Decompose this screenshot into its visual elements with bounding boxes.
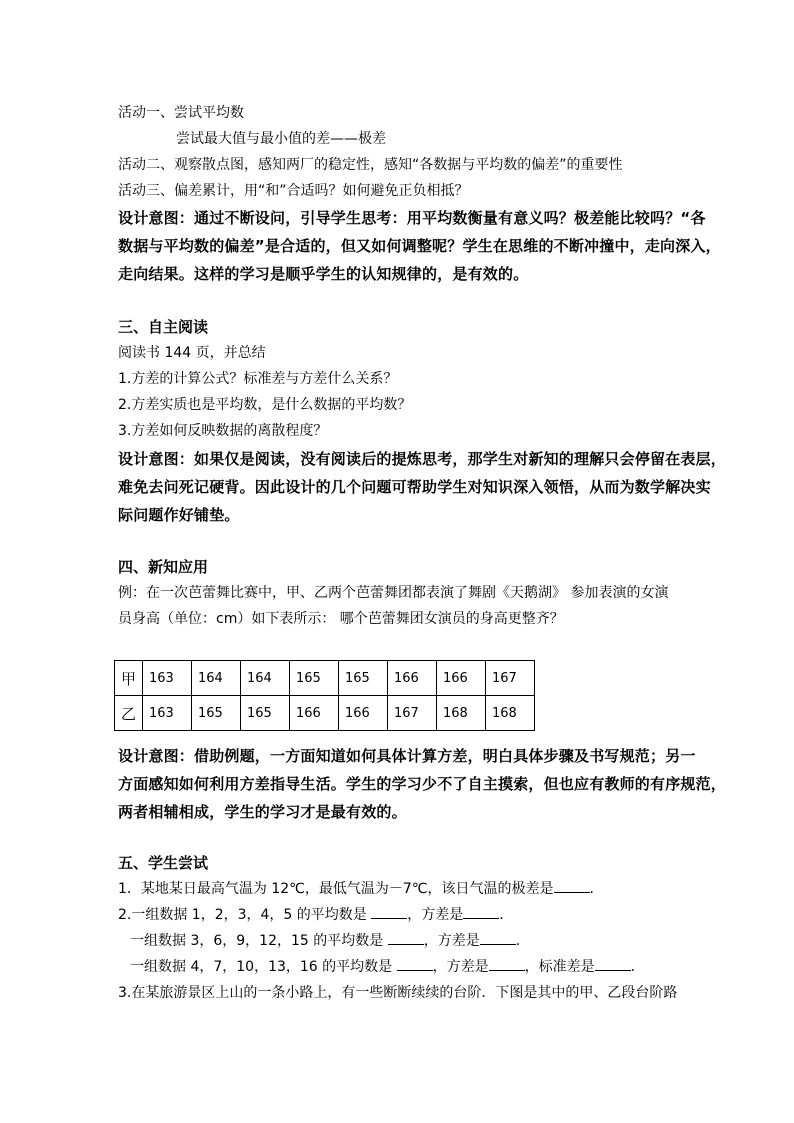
section-4-title: 四、新知应用 bbox=[118, 558, 209, 576]
section-3-question-2: 2.方差实质也是平均数，是什么数据的平均数？ bbox=[118, 397, 412, 413]
activity-3: 活动三、偏差累计，用“和”合适吗？如何避免正负相抵？ bbox=[118, 183, 469, 199]
table-cell: 166 bbox=[339, 696, 388, 731]
problem-2-end: . bbox=[499, 907, 504, 923]
design-intent-2-line-1: 设计意图：如果仅是阅读，没有阅读后的提炼思考，那学生对新知的理解只会停留在表层， bbox=[118, 450, 727, 468]
table-cell: 167 bbox=[388, 696, 437, 731]
section-3-read: 阅读书 144 页，并总结 bbox=[118, 345, 266, 361]
table-row bbox=[115, 696, 535, 731]
problem-2-b bbox=[130, 930, 520, 952]
height-table bbox=[114, 660, 535, 731]
answer-blank[interactable] bbox=[463, 904, 499, 919]
answer-blank[interactable] bbox=[489, 956, 525, 971]
table-cell: 168 bbox=[437, 696, 486, 731]
example-line-1: 例：在一次芭蕾舞比赛中，甲、乙两个芭蕾舞团都表演了舞剧《天鹅湖》 参加表演的女演 bbox=[118, 585, 669, 601]
table-cell: 167 bbox=[486, 661, 535, 696]
problem-2c-mid: ，方差是 bbox=[432, 959, 489, 975]
problem-2-c bbox=[130, 956, 635, 978]
problem-3: 3.在某旅游景区上山的一条小路上，有一些断断续续的台阶．下图是其中的甲、乙段台阶路 bbox=[118, 985, 678, 1001]
design-intent-1-line-2: 数据与平均数的偏差”是合适的，但又如何调整呢？学生在思维的不断冲撞中，走向深入， bbox=[118, 237, 721, 255]
problem-2-text: 2.一组数据 1，2，3，4，5 的平均数是 bbox=[118, 907, 372, 923]
table-cell: 163 bbox=[143, 696, 192, 731]
activity-1: 活动一、尝试平均数 bbox=[118, 105, 244, 121]
problem-2 bbox=[118, 904, 504, 926]
problem-2b-end: . bbox=[515, 933, 521, 949]
problem-1-end: . bbox=[589, 881, 594, 897]
problem-2b-text: 一组数据 3，6，9，12，15 的平均数是 bbox=[130, 933, 388, 949]
table-cell: 166 bbox=[388, 661, 437, 696]
design-intent-1-line-1: 设计意图：通过不断设问，引导学生思考：用平均数衡量有意义吗？极差能比较吗？“各 bbox=[118, 209, 706, 227]
design-intent-2-line-2: 难免去问死记硬背。因此设计的几个问题可帮助学生对知识深入领悟，从而为数学解决实 bbox=[118, 478, 711, 496]
example-line-2: 员身高（单位：cm）如下表所示： 哪个芭蕾舞团女演员的身高更整齐？ bbox=[118, 611, 564, 627]
design-intent-3-line-2: 方面感知如何利用方差指导生活。学生的学习少不了自主摸索，但也应有教师的有序规范， bbox=[118, 775, 727, 793]
activity-1-sub: 尝试最大值与最小值的差——极差 bbox=[176, 131, 386, 147]
design-intent-3-line-1: 设计意图：借助例题，一方面知道如何具体计算方差，明白具体步骤及书写规范；另一 bbox=[118, 747, 696, 765]
section-5-title: 五、学生尝试 bbox=[118, 854, 209, 872]
table-cell: 166 bbox=[437, 661, 486, 696]
section-3-question-1: 1.方差的计算公式？标准差与方差什么关系？ bbox=[118, 371, 398, 387]
table-cell: 165 bbox=[290, 661, 339, 696]
table-cell: 164 bbox=[192, 661, 241, 696]
answer-blank[interactable] bbox=[388, 930, 424, 945]
table-cell: 163 bbox=[143, 661, 192, 696]
section-3-title: 三、自主阅读 bbox=[118, 318, 209, 336]
answer-blank[interactable] bbox=[595, 956, 631, 971]
design-intent-2-line-3: 际问题作好铺垫。 bbox=[118, 506, 240, 524]
problem-2c-end: . bbox=[630, 959, 636, 975]
design-intent-1-line-3: 走向结果。这样的学习是顺乎学生的认知规律的，是有效的。 bbox=[118, 265, 529, 283]
problem-1 bbox=[118, 878, 594, 900]
problem-2c-text: 一组数据 4，7，10，13，16 的平均数是 bbox=[130, 959, 397, 975]
row-label: 乙 bbox=[115, 696, 143, 731]
design-intent-3-line-3: 两者相辅相成，学生的学习才是最有效的。 bbox=[118, 803, 407, 821]
activity-2: 活动二、观察散点图，感知两厂的稳定性，感知“各数据与平均数的偏差”的重要性 bbox=[118, 157, 623, 173]
table-row bbox=[115, 661, 535, 696]
answer-blank[interactable] bbox=[480, 930, 516, 945]
table-cell: 165 bbox=[192, 696, 241, 731]
row-label: 甲 bbox=[115, 661, 143, 696]
table-cell: 168 bbox=[486, 696, 535, 731]
problem-1-text: 1．某地某日最高气温为 12℃，最低气温为－7℃，该日气温的极差是 bbox=[118, 881, 554, 897]
answer-blank[interactable] bbox=[397, 956, 433, 971]
table-cell: 165 bbox=[241, 696, 290, 731]
answer-blank[interactable] bbox=[554, 878, 590, 893]
answer-blank[interactable] bbox=[371, 904, 407, 919]
section-3-question-3: 3.方差如何反映数据的离散程度？ bbox=[118, 423, 328, 439]
problem-2c-mid2: ，标准差是 bbox=[524, 959, 595, 975]
problem-2-mid: ，方差是 bbox=[407, 907, 464, 923]
table-cell: 166 bbox=[290, 696, 339, 731]
problem-2b-mid: ，方差是 bbox=[423, 933, 480, 949]
table-cell: 165 bbox=[339, 661, 388, 696]
table-cell: 164 bbox=[241, 661, 290, 696]
